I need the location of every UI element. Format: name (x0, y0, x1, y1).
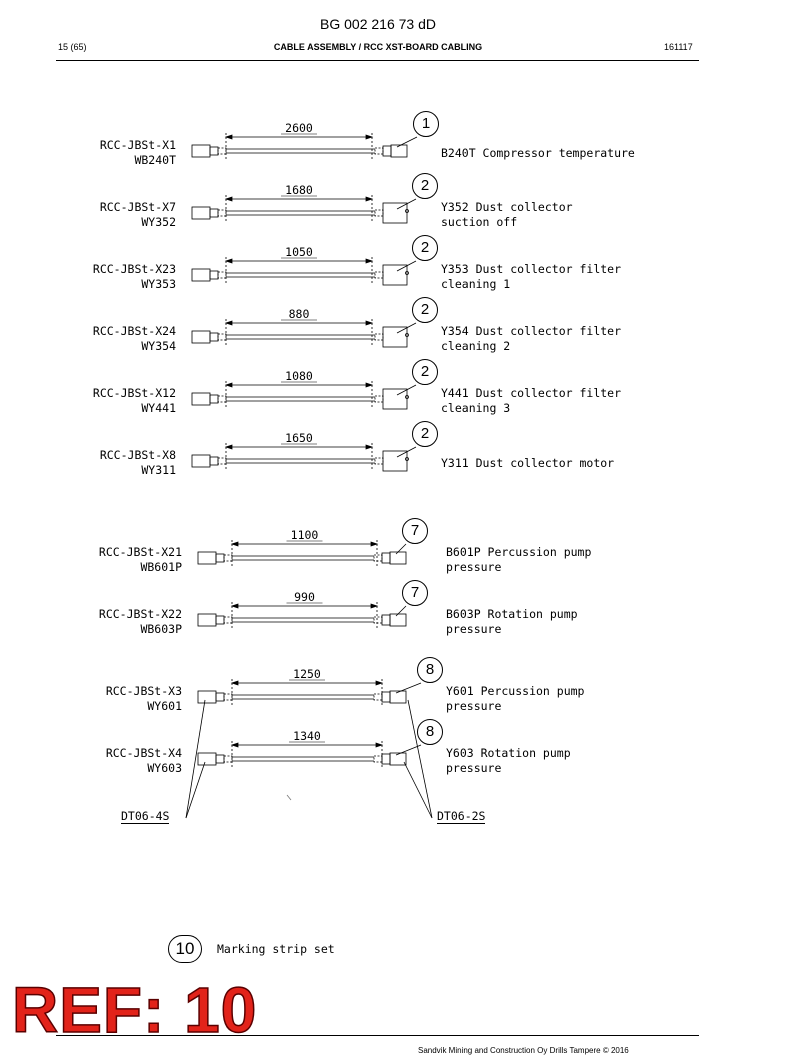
junction-box-connector: RCC-JBSt-X23 (92, 262, 176, 276)
cable-code: WY352 (141, 215, 176, 229)
destination-line-1: Y311 Dust collector motor (441, 456, 615, 470)
part-ref-bubble: 8 (417, 657, 443, 683)
cable-code: WY354 (141, 339, 176, 353)
part-ref-bubble: 2 (412, 359, 438, 385)
destination-line-2: cleaning 2 (441, 339, 511, 353)
destination-line-1: Y354 Dust collector filter (441, 324, 622, 338)
cable-length: 2600 (285, 121, 313, 135)
cable-row (0, 522, 794, 592)
cable-code: WB603P (140, 622, 182, 636)
cable-length: 1650 (285, 431, 313, 445)
destination-line-1: B240T Compressor temperature (441, 146, 635, 160)
cable-destination-label (441, 324, 621, 354)
destination-line-1: Y441 Dust collector filter (441, 386, 622, 400)
part-ref-bubble: 2 (412, 173, 438, 199)
junction-box-connector: RCC-JBSt-X3 (105, 684, 182, 698)
cable-row (0, 363, 794, 433)
footer-text: Sandvik Mining and Construction Oy Drills Tampere © 2016 (418, 1046, 629, 1055)
junction-box-connector: RCC-JBSt-X24 (92, 324, 176, 338)
destination-line-2: pressure (446, 622, 502, 636)
cable-destination-label (441, 386, 621, 416)
cable-row (0, 301, 794, 371)
cable-source-label (40, 324, 176, 354)
cable-source-label (46, 684, 182, 714)
cable-code: WY601 (147, 699, 182, 713)
legend-text: Marking strip set (217, 942, 335, 956)
cable-source-label (40, 262, 176, 292)
destination-line-2: suction off (441, 215, 518, 229)
cable-length: 1080 (285, 369, 313, 383)
cable-length: 990 (294, 590, 315, 604)
junction-box-connector: RCC-JBSt-X4 (105, 746, 182, 760)
stray-mark (287, 795, 291, 800)
cable-destination-label (446, 545, 591, 575)
cable-destination-label (441, 262, 621, 292)
legend-ref-bubble: 10 (168, 935, 202, 963)
destination-line-1: Y601 Percussion pump (446, 684, 585, 698)
cable-row (0, 661, 794, 731)
junction-box-connector: RCC-JBSt-X1 (99, 138, 176, 152)
cable-destination-label (441, 146, 635, 161)
cable-destination-label (446, 684, 584, 714)
cable-code: WB240T (134, 153, 176, 167)
page-title: CABLE ASSEMBLY / RCC XST-BOARD CABLING (273, 42, 483, 52)
cable-row (0, 115, 794, 185)
part-ref-bubble: 7 (402, 518, 428, 544)
part-ref-bubble: 2 (412, 235, 438, 261)
part-ref-bubble: 2 (412, 297, 438, 323)
cable-source-label (40, 448, 176, 478)
cable-source-label (46, 545, 182, 575)
document-id: BG 002 216 73 dD (320, 16, 436, 32)
cable-length: 1100 (290, 528, 319, 542)
cable-source-label (46, 746, 182, 776)
cable-destination-label (446, 746, 571, 776)
connector-dt06-2s-label: DT06-2S (437, 809, 486, 823)
cable-destination-label (441, 456, 614, 471)
cable-source-label (46, 607, 182, 637)
destination-line-1: Y353 Dust collector filter (441, 262, 622, 276)
cable-row (0, 584, 794, 654)
junction-box-connector: RCC-JBSt-X7 (99, 200, 176, 214)
cable-code: WY441 (141, 401, 176, 415)
cable-length: 880 (288, 307, 310, 321)
cable-code: WY311 (141, 463, 176, 477)
cable-length: 1050 (285, 245, 313, 259)
part-ref-bubble: 2 (412, 421, 438, 447)
cable-source-label (40, 386, 176, 416)
destination-line-2: pressure (446, 699, 502, 713)
ref-stamp: REF: 10 (12, 974, 258, 1046)
page-number: 15 (65) (58, 42, 87, 52)
cable-destination-label (441, 200, 573, 230)
destination-line-1: B603P Rotation pump (446, 607, 578, 621)
destination-line-2: pressure (446, 761, 502, 775)
part-ref-bubble: 8 (417, 719, 443, 745)
cable-destination-label (446, 607, 578, 637)
cable-row (0, 239, 794, 309)
cable-row (0, 723, 794, 793)
cable-length: 1250 (293, 667, 321, 681)
document-date: 161117 (664, 42, 693, 52)
cable-code: WY353 (141, 277, 176, 291)
destination-line-1: Y603 Rotation pump (446, 746, 571, 760)
cable-length: 1680 (285, 183, 313, 197)
connector-dt06-4s-label: DT06-4S (121, 809, 170, 823)
cable-row (0, 177, 794, 247)
cable-length: 1340 (293, 729, 321, 743)
cable-code: WB601P (140, 560, 182, 574)
junction-box-connector: RCC-JBSt-X22 (98, 607, 182, 621)
destination-line-2: pressure (446, 560, 502, 574)
part-ref-bubble: 1 (413, 111, 439, 137)
cable-row (0, 425, 794, 495)
junction-box-connector: RCC-JBSt-X21 (98, 545, 182, 559)
junction-box-connector: RCC-JBSt-X8 (99, 448, 176, 462)
destination-line-2: cleaning 1 (441, 277, 511, 291)
cable-code: WY603 (147, 761, 182, 775)
junction-box-connector: RCC-JBSt-X12 (92, 386, 176, 400)
part-ref-bubble: 7 (402, 580, 428, 606)
destination-line-1: B601P Percussion pump (446, 545, 592, 559)
destination-line-1: Y352 Dust collector (441, 200, 573, 214)
cable-source-label (40, 138, 176, 168)
destination-line-2: cleaning 3 (441, 401, 511, 415)
cable-source-label (40, 200, 176, 230)
